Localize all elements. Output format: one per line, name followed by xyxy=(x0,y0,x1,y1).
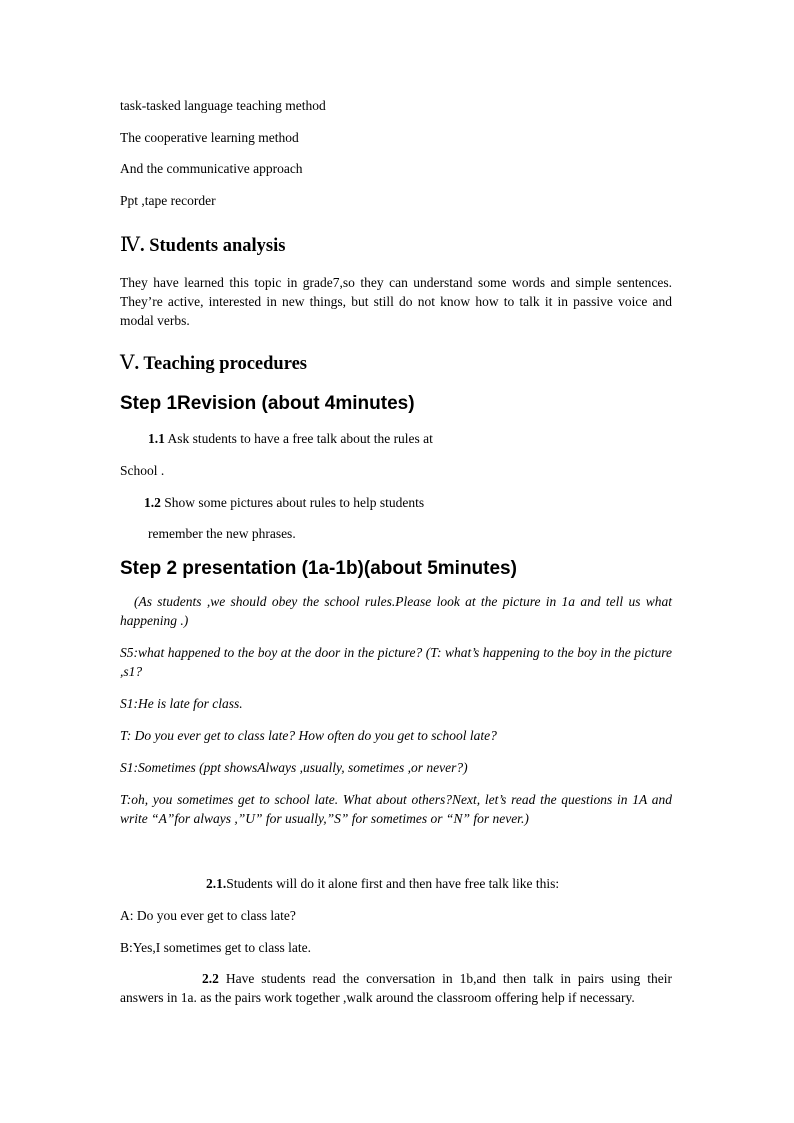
step2-heading: Step 2 presentation (1a-1b)(about 5minutes) xyxy=(120,558,517,579)
section-title: . Teaching procedures xyxy=(134,354,307,374)
section-heading-students-analysis xyxy=(120,232,285,257)
step1-item-1 xyxy=(148,429,668,448)
item-text: Students will do it alone first and then have free talk like this: xyxy=(226,876,560,891)
step1-item-2 xyxy=(144,493,664,512)
section-numeral: Ⅳ xyxy=(120,234,140,256)
step2-dialog-6: T:oh, you sometimes get to school late. What about others?Next, let’s read the questions in 1A and write “A”for always ,”U” for usually,”S” for sometimes or “N” for never.) xyxy=(120,792,672,826)
method-line-2: The cooperative learning method xyxy=(120,130,299,145)
dialog-line-b: B:Yes,I sometimes get to class late. xyxy=(120,940,311,955)
students-analysis-paragraph: They have learned this topic in grade7,so they can understand some words and simple sentences. They’re active, interested in new things, but still do not know how to talk it in passive voice and modal verbs. xyxy=(120,275,672,328)
method-line-1: task-tasked language teaching method xyxy=(120,98,326,113)
item-number: 1.1 xyxy=(148,431,165,446)
step1-item-2-continued: remember the new phrases. xyxy=(148,526,296,541)
section-heading-teaching-procedures xyxy=(120,350,307,375)
step2-dialog-3: S1:He is late for class. xyxy=(120,696,243,711)
method-line-4: Ppt ,tape recorder xyxy=(120,193,216,208)
step2-dialog-5: S1:Sometimes (ppt showsAlways ,usually, sometimes ,or never?) xyxy=(120,760,468,775)
dialog-line-a: A: Do you ever get to class late? xyxy=(120,908,296,923)
item-text: Have students read the conversation in 1b,and then talk in pairs using their answers in 1a. as the pairs work together ,walk around the classroom offering help if necessary. xyxy=(120,971,672,1005)
section-numeral: Ⅴ xyxy=(120,352,135,374)
method-line-3: And the communicative approach xyxy=(120,161,303,176)
step2-dialog-1: (As students ,we should obey the school rules.Please look at the picture in 1a and tell us what happening .) xyxy=(120,594,672,628)
item-text: Show some pictures about rules to help students xyxy=(160,495,425,510)
item-text: Ask students to have a free talk about the rules at xyxy=(164,431,433,446)
step2-dialog-2: S5:what happened to the boy at the door in the picture? (T: what’s happening to the boy in the picture ,s1? xyxy=(120,645,672,679)
step2-item-1 xyxy=(206,874,676,893)
item-number: 2.2 xyxy=(202,971,219,986)
section-title: . Students analysis xyxy=(139,236,286,256)
item-number: 2.1. xyxy=(206,876,227,891)
step1-heading: Step 1Revision (about 4minutes) xyxy=(120,393,415,414)
step2-dialog-4: T: Do you ever get to class late? How often do you get to school late? xyxy=(120,728,497,743)
item-number: 1.2 xyxy=(144,495,161,510)
step2-item-2 xyxy=(120,969,672,1007)
step1-item-1-continued: School . xyxy=(120,463,165,478)
